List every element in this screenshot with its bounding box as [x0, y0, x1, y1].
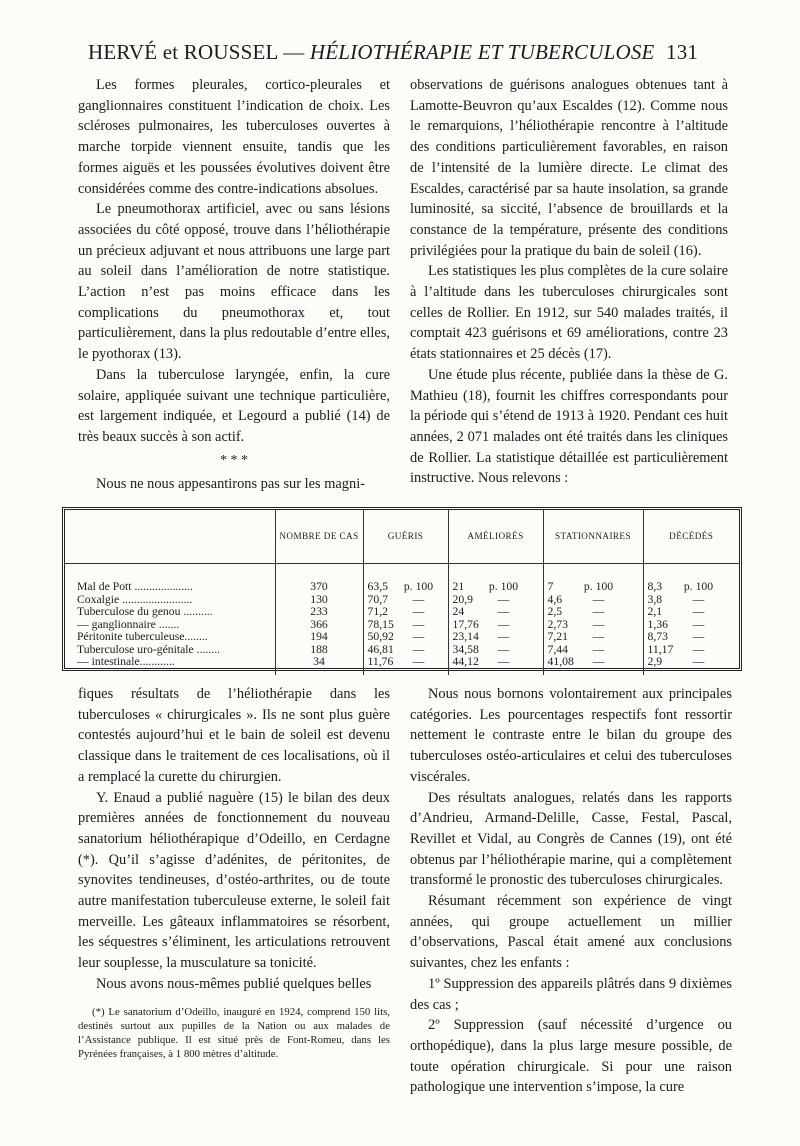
table-ditto: — — [412, 592, 425, 606]
table-ditto: — — [412, 617, 425, 631]
table-cell-cases: 370 — [275, 581, 363, 594]
table-value: 46,81 — [367, 642, 394, 656]
table-ditto: — — [497, 592, 510, 606]
header-authors: HERVÉ et ROUSSEL — [88, 40, 278, 64]
table-ditto: — — [592, 655, 605, 668]
table-ditto: — — [412, 642, 425, 656]
table-cell-gueris — [363, 581, 448, 594]
table-cell-amel — [448, 606, 543, 619]
table-row — [65, 631, 739, 644]
table-cell-deces — [643, 581, 739, 594]
header-separator: — — [277, 40, 310, 64]
table-ditto: — — [592, 642, 605, 656]
table-value: 7,21 — [547, 630, 568, 643]
table-cell-deces — [643, 606, 739, 619]
table-cell-stat — [543, 606, 643, 619]
table-ditto: — — [412, 630, 425, 643]
table-ditto: — — [497, 655, 510, 668]
table-value: 7,44 — [547, 642, 568, 656]
paragraph: Dans la tuberculose laryngée, enfin, la cure solaire, appliquée suivant une technique particulière, est largement indiquée, et Legourd a publié (14) de très beaux succès à son actif. — [78, 366, 390, 445]
table-value: 11,17 — [647, 642, 674, 656]
table-ditto: — — [592, 592, 605, 606]
table-value: 50,92 — [367, 630, 394, 643]
header-title: HÉLIOTHÉRAPIE ET TUBERCULOSE — [309, 40, 655, 64]
table-value: 24 — [452, 605, 465, 618]
table-value: 8,73 — [647, 630, 668, 643]
footnote — [78, 1005, 390, 1062]
table-ditto: — — [412, 605, 425, 618]
table-value: 2,73 — [547, 617, 568, 631]
paragraph: Résumant récemment son expérience de vingt années, qui groupe actuellement un millier d’observations, Pascal était amené aux conclusions suivantes, chez les enfants : — [410, 893, 732, 972]
table-value: 21 — [452, 580, 465, 593]
table-cell-cases: 34 — [275, 656, 363, 675]
column-top-left — [78, 75, 390, 494]
section-asterism: * * * — [220, 452, 248, 468]
table-value: 11,76 — [367, 655, 394, 668]
table-value: 71,2 — [367, 605, 388, 618]
table-header-ameliores: AMÉLIORÉS — [448, 510, 543, 564]
table-header-stationnaires: STATIONNAIRES — [543, 510, 643, 564]
table-cell-gueris — [363, 631, 448, 644]
table-ditto: — — [692, 630, 705, 643]
table-value: 44,12 — [452, 655, 479, 668]
paragraph: observations de guérisons analogues obtenues tant à Lamotte-Beuvron qu’aux Escaldes (12). Comme nous le remarquions, l’héliothérapie rencontre à l’altitude des conditions particulièrement favorables, en raison de l’intensité de la lumière directe. Le climat des Escaldes, caractérisé par sa haute insolation, sa grande luminosité, sa siccité, l’absence de brouillards et la constance de la température, présente des conditions privilégiées pour la pratique du bain de soleil (16). — [410, 77, 728, 259]
table-unit: p. 100 — [403, 580, 434, 593]
paragraph: Les statistiques les plus complètes de la cure solaire à l’altitude dans les tuberculoses chirurgicales sont celles de Rollier. En 1912, sur 540 malades traités, il comptait 423 guérisons et 69 améliorations, contre 23 états stationnaires et 25 décès (17). — [410, 263, 728, 363]
table-cell-cases: 233 — [275, 606, 363, 619]
table-row-label: Tuberculose du genou .......... — [77, 605, 213, 618]
table-value: 7 — [547, 580, 554, 593]
table-value: 2,9 — [647, 655, 663, 668]
table-cell-stat — [543, 631, 643, 644]
table-header-cases: NOMBRE DE CAS — [275, 510, 363, 564]
table-ditto: — — [592, 605, 605, 618]
table-row-label: — ganglionnaire ....... — [77, 617, 180, 631]
table-unit: p. 100 — [488, 580, 519, 593]
column-bottom-left — [78, 684, 390, 1061]
table-cell-amel — [448, 581, 543, 594]
table-value: 63,5 — [367, 580, 388, 593]
table-row-label: Tuberculose uro-génitale ........ — [77, 642, 221, 656]
table-value: 41,08 — [547, 655, 574, 668]
table-ditto: — — [692, 605, 705, 618]
table-ditto: — — [692, 592, 705, 606]
paragraph: 1º Suppression des appareils plâtrés dans 9 dixièmes des cas ; — [410, 975, 732, 1013]
table-row-label: Péritonite tuberculeuse........ — [77, 630, 208, 643]
table-cell-deces — [643, 631, 739, 644]
table-cell-amel — [448, 656, 543, 675]
table-unit: p. 100 — [683, 580, 714, 593]
statistics-table — [62, 507, 742, 671]
table-header-label — [65, 510, 275, 564]
column-top-right — [410, 75, 728, 489]
paragraph: Nous ne nous appesantirons pas sur les magni- — [96, 475, 365, 492]
table-row-label: — intestinale............ — [77, 655, 175, 668]
table-value: 4,6 — [547, 592, 563, 606]
table-header-deces: DÉCÉDÉS — [643, 510, 739, 564]
table-cell-cases: 188 — [275, 644, 363, 657]
table-cell-amel — [448, 631, 543, 644]
table-value: 3,8 — [647, 592, 663, 606]
table-value: 17,76 — [452, 617, 479, 631]
table-value: 70,7 — [367, 592, 388, 606]
table-row — [65, 581, 739, 594]
table-ditto: — — [497, 642, 510, 656]
table-value: 34,58 — [452, 642, 479, 656]
table-value: 20,9 — [452, 592, 473, 606]
table-ditto: — — [692, 642, 705, 656]
table-row-label: Mal de Pott .................... — [77, 580, 193, 593]
table-ditto: — — [692, 655, 705, 668]
paragraph: Y. Enaud a publié naguère (15) le bilan des deux premières années de fonctionnement du nouveau sanatorium héliothérapique d’Odeillo, en Cerdagne (*). Qu’il s’agisse d’adénites, de péritonites, de synovites tendineuses, d’ostéo-arthrites, ou de toute autre manifestation tuberculeuse externe, le soleil fait merveille. Les gâteaux inflammatoires se résorbent, les séquestres s’éliminent, les articulations retrouvent leur souplesse, la musculature sa tonicité. — [78, 789, 390, 972]
table-row — [65, 606, 739, 619]
table-row — [65, 656, 739, 675]
table-cell-cases: 366 — [275, 619, 363, 632]
table-ditto: — — [592, 630, 605, 643]
table-ditto: — — [592, 617, 605, 631]
footnote-text: (*) Le sanatorium d’Odeillo, inauguré en 1924, comprend 150 lits, destinés surtout aux pupilles de la Nation ou aux malades de l’Assistance publique. Il est situé près de Font-Romeu, dans les Pyrénées françaises, à 1 800 mètres d’altitude. — [78, 1005, 390, 1061]
table-header-row — [65, 510, 739, 564]
table-value: 2,5 — [547, 605, 563, 618]
paragraph: fiques résultats de l’héliothérapie dans les tuberculoses « chirurgicales ». Ils ne sont plus guère contestés aujourd’hui et le bain de soleil est devenu classique dans le traitement de ces localisations, où il a remplacé la curette du chirurgien. — [78, 686, 390, 785]
column-bottom-right — [410, 684, 732, 1098]
running-header — [88, 40, 738, 65]
table-value: 78,15 — [367, 617, 394, 631]
paragraph: Les formes pleurales, cortico-pleurales et ganglionnaires constituent l’indication de choix. Les scléroses pulmonaires, les tuberculoses ouvertes à marche torpide viennent ensuite, tandis que les formes aiguës et les poussées évolutives doivent être considérées comme des contre-indications absolues. — [78, 77, 390, 197]
table-value: 8,3 — [647, 580, 663, 593]
table-value: 2,1 — [647, 605, 663, 618]
table-cell-deces — [643, 656, 739, 675]
table-cell-stat — [543, 581, 643, 594]
paragraph: Une étude plus récente, publiée dans la thèse de G. Mathieu (18), fournit les chiffres correspondants pour la période qui s’étend de 1913 à 1920. Pendant ces huit années, 2 071 malades ont été traités dans les cliniques de Rollier. La statistique détaillée est particulièrement instructive. Nous relevons : — [410, 366, 728, 487]
table-header-gueris: GUÉRIS — [363, 510, 448, 564]
paragraph: Nous nous bornons volontairement aux principales catégories. Les pourcentages respectifs font ressortir nettement le contraste entre le bilan du groupe des tuberculoses ostéo-articulaires et celui des tuberculoses viscérales. — [410, 686, 732, 785]
table-ditto: — — [692, 617, 705, 631]
table-value: 23,14 — [452, 630, 479, 643]
table-cell-cases: 130 — [275, 594, 363, 607]
table-ditto: — — [497, 605, 510, 618]
results-table — [65, 510, 739, 675]
table-value: 1,36 — [647, 617, 668, 631]
table-ditto: — — [497, 617, 510, 631]
table-ditto: — — [412, 655, 425, 668]
table-cell-cases: 194 — [275, 631, 363, 644]
table-unit: p. 100 — [583, 580, 614, 593]
table-cell-gueris — [363, 606, 448, 619]
paragraph: Des résultats analogues, relatés dans les rapports d’Andrieu, Armand-Delille, Casse, Festal, Pascal, Revillet et Vidal, au Congrès de Cannes (19), ont été obtenus par l’héliothérapie marine, qui a complètement transformé le pronostic des tuberculoses chirurgicales. — [410, 789, 732, 889]
table-cell-gueris — [363, 656, 448, 675]
table-row-label: Coxalgie ........................ — [77, 592, 193, 606]
table-cell-stat — [543, 656, 643, 675]
paragraph: 2º Suppression (sauf nécessité d’urgence ou orthopédique), dans la plus large mesure possible, de toute opération chirurgicale. Si pour une raison pathologique une intervention s’impose, la cure — [410, 1017, 732, 1096]
paragraph: Le pneumothorax artificiel, avec ou sans lésions associées du côté opposé, trouve dans l’héliothérapie un précieux adjuvant et nous attribuons une large part au soleil dans l’amélioration de notre statistique. L’action n’est pas moins efficace dans les complications du pneumothorax et, tout particulièrement, dans la plus redoutable d’entre elles, le pyothorax (13). — [78, 201, 390, 363]
paragraph: Nous avons nous-mêmes publié quelques belles — [96, 975, 372, 992]
page-number: 131 — [666, 40, 699, 64]
table-ditto: — — [497, 630, 510, 643]
